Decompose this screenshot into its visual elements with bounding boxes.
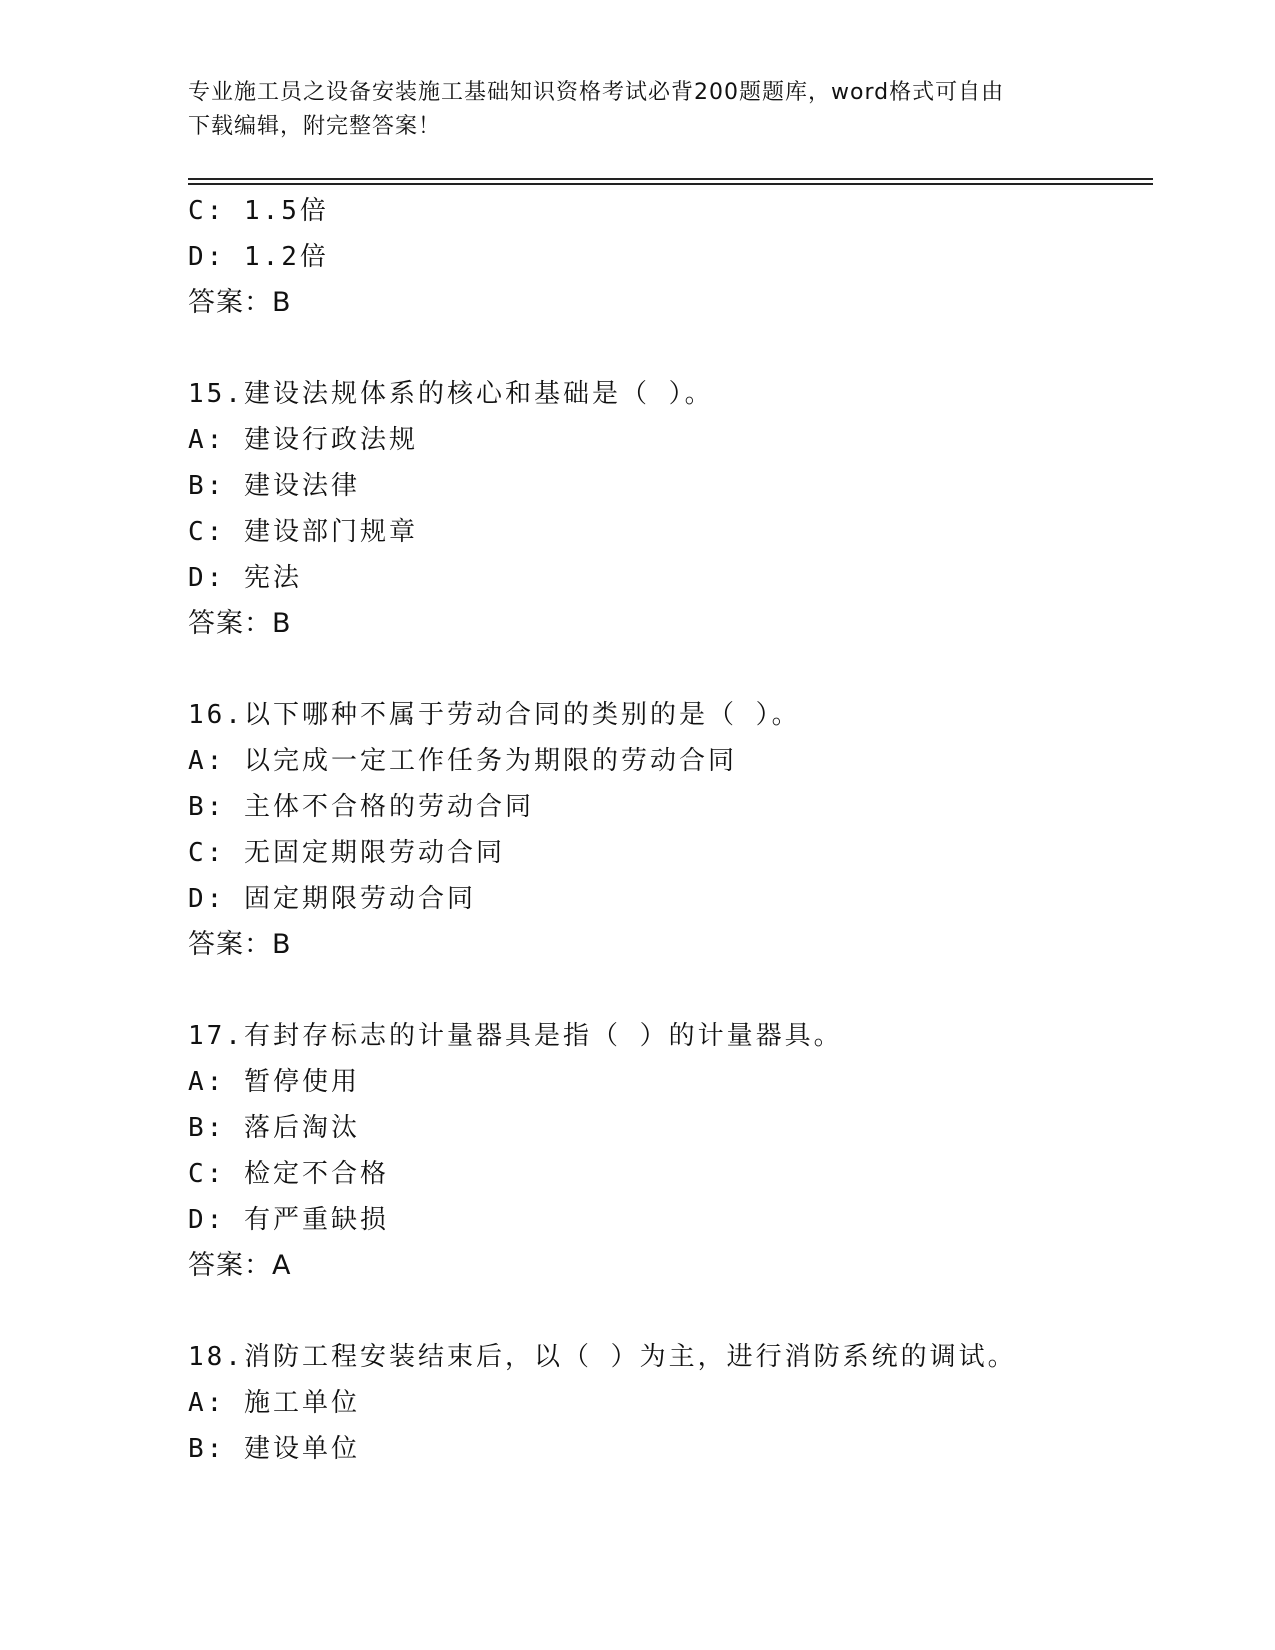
question-stem: 17.有封存标志的计量器具是指（ ）的计量器具。 [188, 1021, 843, 1051]
header-divider-bottom [188, 183, 1153, 185]
option-a: A: 建设行政法规 [188, 425, 418, 455]
question-stem: 16.以下哪种不属于劳动合同的类别的是（ ）。 [188, 700, 801, 730]
answer-line: 答案：B [188, 608, 292, 639]
question-14-partial [188, 188, 1148, 326]
option-a: A: 暂停使用 [188, 1067, 360, 1097]
question-16 [188, 692, 1148, 968]
question-stem: 18.消防工程安装结束后，以（ ）为主，进行消防系统的调试。 [188, 1342, 1017, 1372]
header-divider-top [188, 178, 1153, 180]
answer-line: 答案：A [188, 1250, 292, 1281]
option-d: D: 宪法 [188, 563, 302, 593]
option-b: B: 落后淘汰 [188, 1113, 360, 1143]
option-c: C: 1.5倍 [188, 196, 329, 226]
document-header [188, 76, 1088, 144]
question-17 [188, 1013, 1148, 1289]
option-c: C: 检定不合格 [188, 1159, 389, 1189]
answer-line: 答案：B [188, 929, 292, 960]
option-a: A: 施工单位 [188, 1388, 360, 1418]
option-b: B: 建设单位 [188, 1434, 360, 1464]
option-b: B: 主体不合格的劳动合同 [188, 792, 534, 822]
option-d: D: 1.2倍 [188, 242, 329, 272]
option-c: C: 建设部门规章 [188, 517, 418, 547]
question-stem: 15.建设法规体系的核心和基础是（ ）。 [188, 379, 714, 409]
header-line-1: 专业施工员之设备安装施工基础知识资格考试必背200题题库，word格式可自由 [188, 80, 1005, 105]
question-list [188, 188, 1148, 1472]
answer-line: 答案：B [188, 287, 292, 318]
option-d: D: 固定期限劳动合同 [188, 884, 476, 914]
question-15 [188, 371, 1148, 647]
option-a: A: 以完成一定工作任务为期限的劳动合同 [188, 746, 737, 776]
question-18 [188, 1334, 1148, 1472]
header-line-2: 下载编辑，附完整答案！ [188, 114, 442, 139]
option-b: B: 建设法律 [188, 471, 360, 501]
option-d: D: 有严重缺损 [188, 1205, 389, 1235]
option-c: C: 无固定期限劳动合同 [188, 838, 505, 868]
